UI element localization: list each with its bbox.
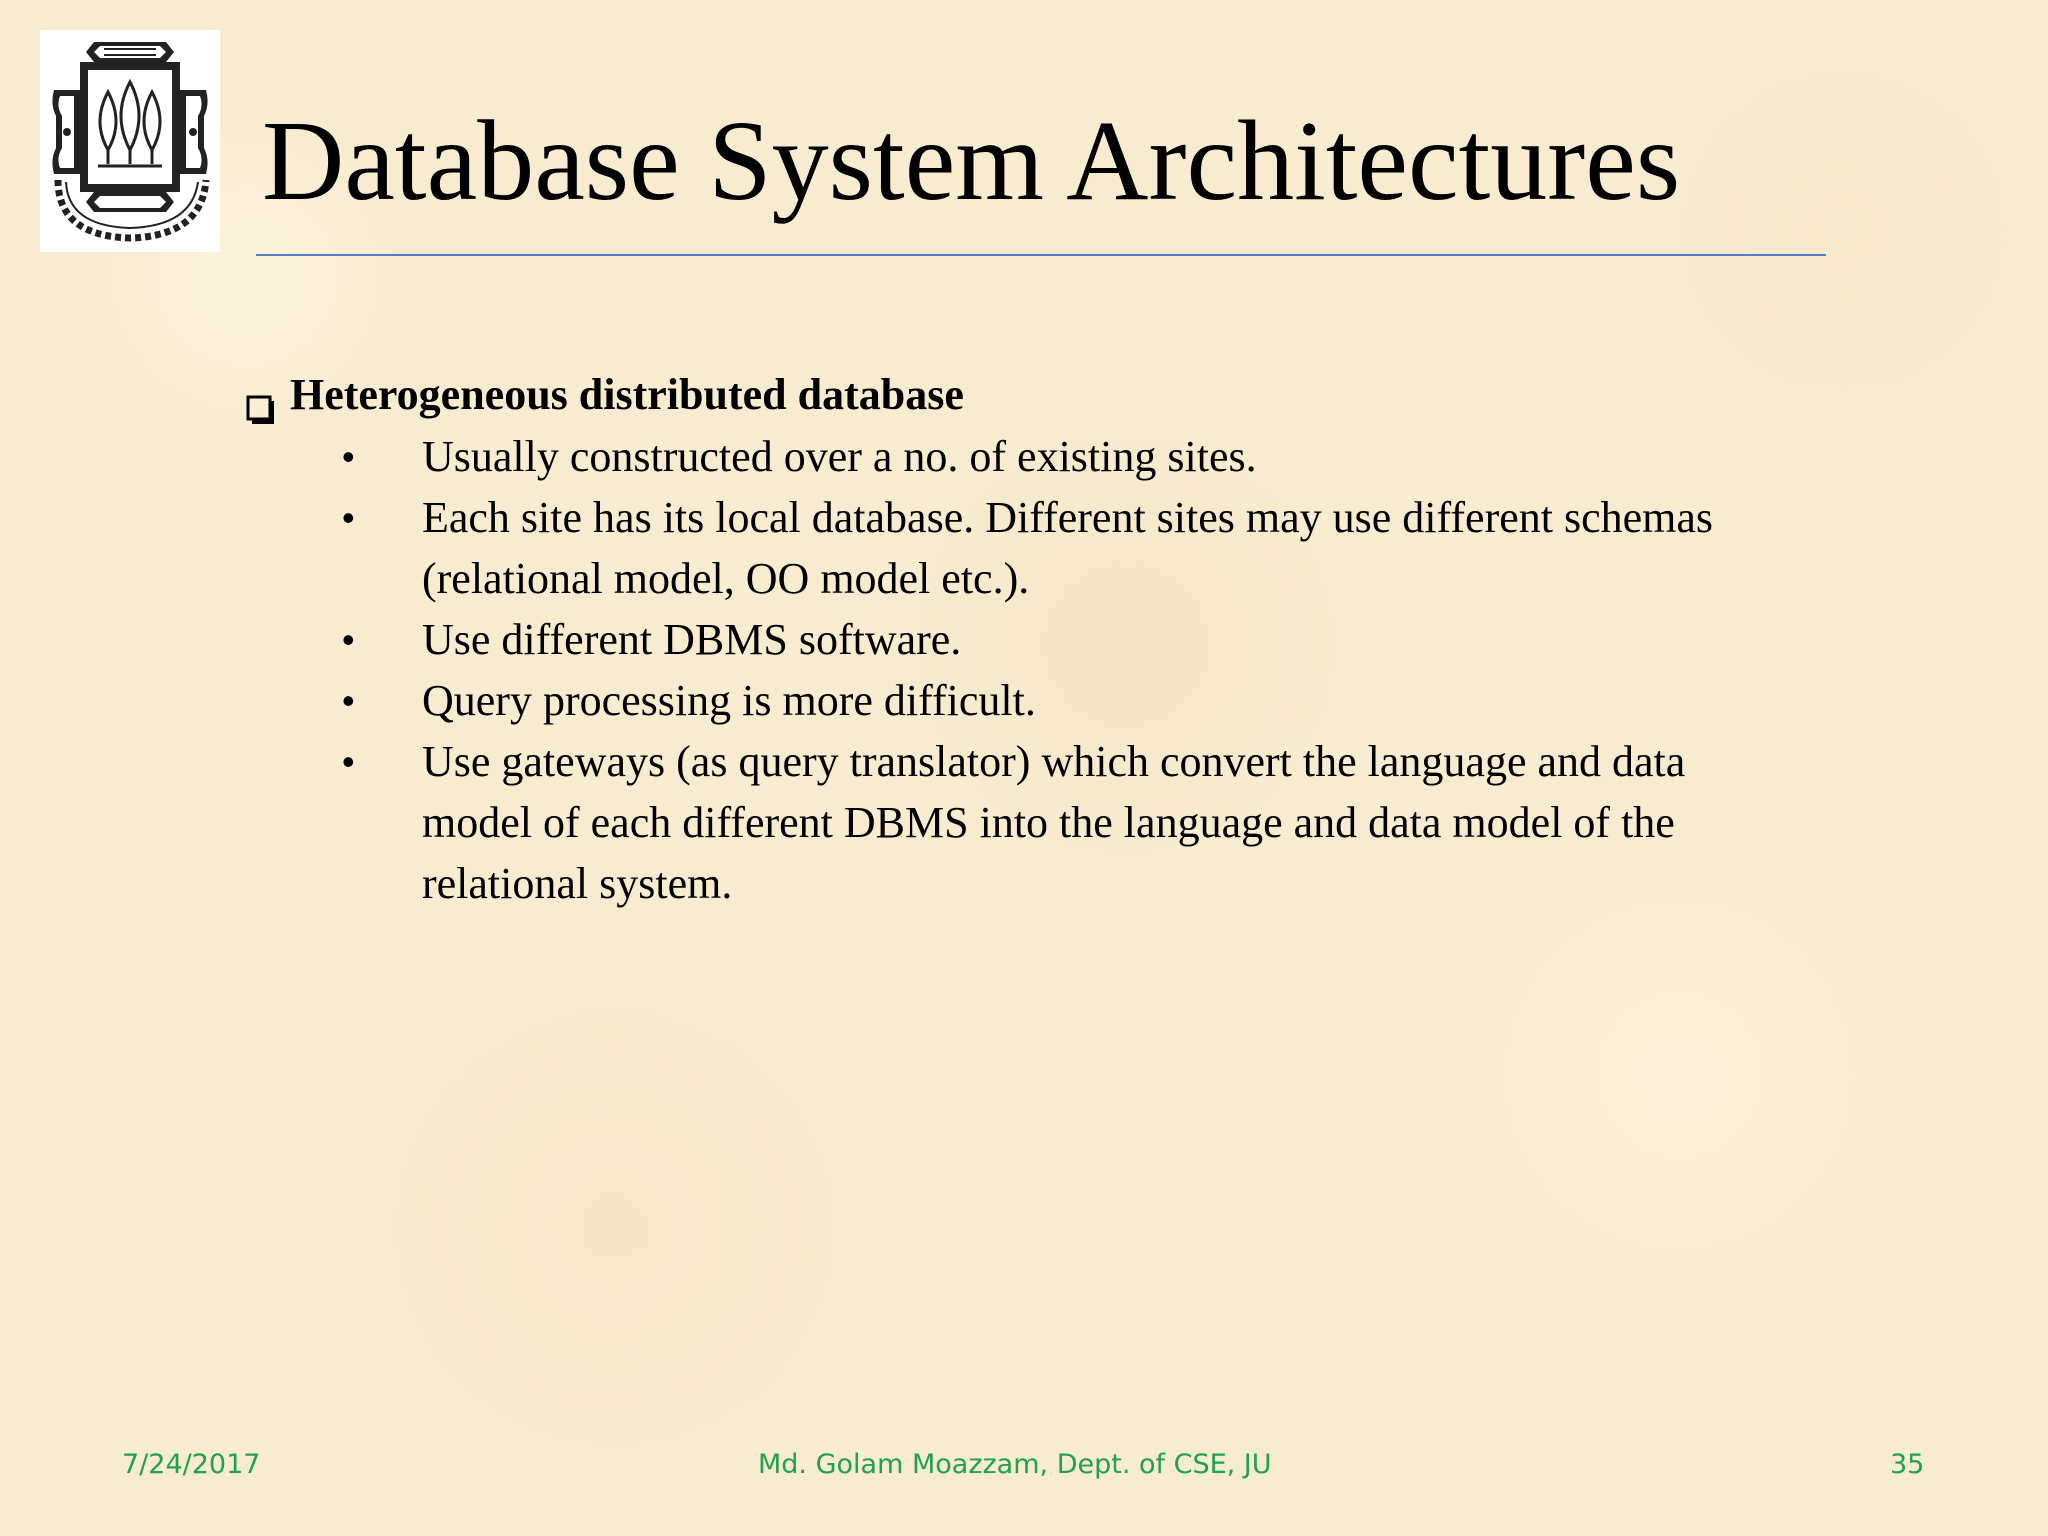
footer-date: 7/24/2017 [122,1449,261,1480]
list-item-text: Use gateways (as query translator) which convert the language and data model of each different DBMS into the language and data model of the relational system. [422,737,1686,908]
university-logo [40,30,220,252]
list-item-text: Each site has its local database. Different sites may use different schemas (relational model, OO model etc.). [422,493,1714,603]
list-item [246,609,1746,670]
footer-page-number: 35 [1890,1449,1925,1480]
bullet-dot-icon: • [342,741,355,782]
list-item-text: Use different DBMS software. [422,615,962,664]
bullet-dot-icon: • [342,680,355,721]
list-item-text: Usually constructed over a no. of existing sites. [422,432,1257,481]
list-item [246,487,1746,609]
bullet-dot-icon: • [342,497,355,538]
bullet-dot-icon: • [342,436,355,477]
footer-author: Md. Golam Moazzam, Dept. of CSE, JU [758,1449,1272,1480]
section-heading-text: Heterogeneous distributed database [290,370,964,419]
slide-title: Database System Architectures [262,97,1681,224]
title-underline [256,254,1826,256]
university-emblem-icon [40,30,220,252]
list-item [246,731,1746,914]
slide-content [246,364,1746,914]
bullet-list [246,426,1746,914]
list-item-text: Query processing is more difficult. [422,676,1036,725]
section-heading [246,364,1746,426]
bullet-dot-icon: • [342,619,355,660]
checkbox-bullet-icon [246,380,276,410]
list-item [246,670,1746,731]
list-item [246,426,1746,487]
